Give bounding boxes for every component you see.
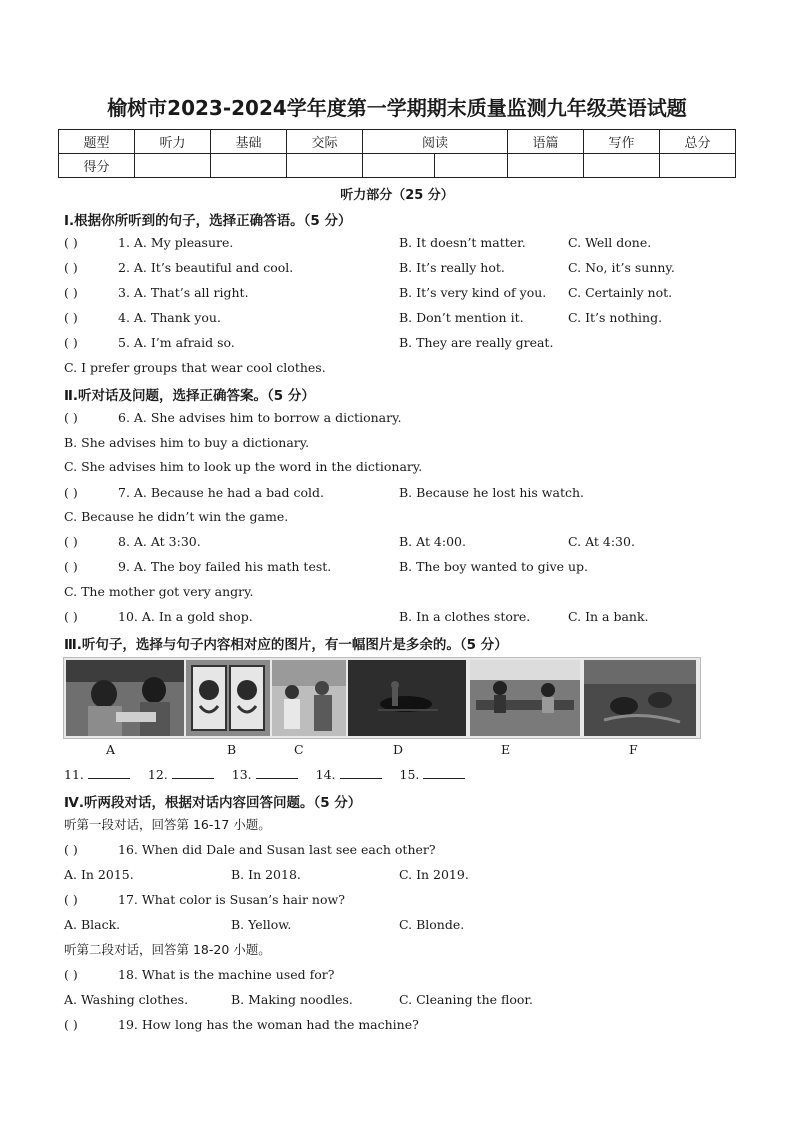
picture-c xyxy=(272,660,346,736)
answer-blank[interactable] xyxy=(172,766,214,779)
score-cell[interactable] xyxy=(508,154,584,178)
header-cell: 阅读 xyxy=(363,130,508,154)
question-text: 16. When did Dale and Susan last see each other? xyxy=(118,842,436,857)
dialog-2-note: 听第二段对话，回答第 18-20 小题。 xyxy=(64,942,271,957)
question-16 xyxy=(64,841,436,859)
option-c: C. It’s nothing. xyxy=(568,310,663,325)
picture-label-c: C xyxy=(294,742,304,757)
question-2 xyxy=(64,259,293,277)
blank-label: 12. xyxy=(147,767,168,782)
question-text: 18. What is the machine used for? xyxy=(118,967,335,982)
option-a: 3. A. That’s all right. xyxy=(118,285,249,300)
option-c: C. No, it’s sunny. xyxy=(568,260,675,275)
option-b: B. It’s very kind of you. xyxy=(399,285,547,300)
option-a: 4. A. Thank you. xyxy=(118,310,221,325)
option-c: C. Blonde. xyxy=(399,917,465,932)
score-cell[interactable] xyxy=(660,154,736,178)
header-cell: 听力 xyxy=(135,130,211,154)
header-cell: 写作 xyxy=(584,130,660,154)
answer-paren[interactable]: ( ) xyxy=(64,534,78,549)
question-17 xyxy=(64,891,345,909)
option-c: C. I prefer groups that wear cool clothes. xyxy=(64,360,326,375)
answer-blank[interactable] xyxy=(340,766,382,779)
answer-paren[interactable]: ( ) xyxy=(64,967,78,982)
row-label: 得分 xyxy=(59,154,135,178)
question-19 xyxy=(64,1016,419,1034)
score-cell[interactable] xyxy=(363,154,435,178)
question-text: 19. How long has the woman had the machine? xyxy=(118,1017,419,1032)
option-b: B. They are really great. xyxy=(399,335,554,350)
question-7 xyxy=(64,484,324,502)
option-c: C. Certainly not. xyxy=(568,285,673,300)
picture-d xyxy=(348,660,466,736)
option-c: C. At 4:30. xyxy=(568,534,635,549)
option-a: 5. A. I’m afraid so. xyxy=(118,335,235,350)
header-cell: 语篇 xyxy=(508,130,584,154)
option-c: C. In 2019. xyxy=(399,867,469,882)
option-a: A. In 2015. xyxy=(64,867,134,882)
dialog-1-note: 听第一段对话，回答第 16-17 小题。 xyxy=(64,817,271,832)
question-10 xyxy=(64,608,253,626)
question-5 xyxy=(64,334,235,352)
picture-label-e: E xyxy=(501,742,511,757)
picture-label-d: D xyxy=(393,742,404,757)
answer-blank[interactable] xyxy=(423,766,465,779)
header-cell: 交际 xyxy=(287,130,363,154)
picture-a xyxy=(66,660,184,736)
question-4 xyxy=(64,309,221,327)
section-3-heading: Ⅲ.听句子，选择与句子内容相对应的图片，有一幅图片是多余的。（5 分） xyxy=(64,637,508,653)
picture-label-f: F xyxy=(629,742,638,757)
option-a: 2. A. It’s beautiful and cool. xyxy=(118,260,294,275)
option-c: C. She advises him to look up the word in the dictionary. xyxy=(64,459,423,474)
answer-blanks xyxy=(64,766,479,782)
answer-paren[interactable]: ( ) xyxy=(64,335,78,350)
score-row xyxy=(59,154,736,178)
picture-label-a: A xyxy=(106,742,116,757)
score-cell[interactable] xyxy=(584,154,660,178)
question-8 xyxy=(64,533,201,551)
blank-label: 14. xyxy=(315,767,336,782)
question-18 xyxy=(64,966,334,984)
answer-paren[interactable]: ( ) xyxy=(64,485,78,500)
option-a: 7. A. Because he had a bad cold. xyxy=(118,485,324,500)
header-cell: 题型 xyxy=(59,130,135,154)
answer-paren[interactable]: ( ) xyxy=(64,285,78,300)
score-cell[interactable] xyxy=(211,154,287,178)
header-cell: 基础 xyxy=(211,130,287,154)
picture-e xyxy=(470,660,580,736)
section-2-heading: Ⅱ.听对话及问题，选择正确答案。（5 分） xyxy=(64,388,315,404)
score-table xyxy=(58,129,736,178)
score-cell[interactable] xyxy=(287,154,363,178)
option-b: B. At 4:00. xyxy=(399,534,466,549)
score-cell[interactable] xyxy=(135,154,211,178)
question-text: 17. What color is Susan’s hair now? xyxy=(118,892,345,907)
header-cell: 总分 xyxy=(660,130,736,154)
answer-paren[interactable]: ( ) xyxy=(64,842,78,857)
option-a: 6. A. She advises him to borrow a dictionary. xyxy=(118,410,402,425)
answer-paren[interactable]: ( ) xyxy=(64,260,78,275)
answer-blank[interactable] xyxy=(88,766,130,779)
picture-f xyxy=(584,660,696,736)
blank-label: 13. xyxy=(231,767,252,782)
option-a: 9. A. The boy failed his math test. xyxy=(118,559,332,574)
option-c: C. Well done. xyxy=(568,235,652,250)
listening-heading: 听力部分（25 分） xyxy=(340,188,454,203)
option-a: A. Washing clothes. xyxy=(64,992,189,1007)
option-a: 1. A. My pleasure. xyxy=(118,235,234,250)
answer-paren[interactable]: ( ) xyxy=(64,410,78,425)
question-3 xyxy=(64,284,249,302)
picture-label-b: B xyxy=(227,742,237,757)
question-1 xyxy=(64,234,233,252)
option-b: B. The boy wanted to give up. xyxy=(399,559,589,574)
answer-paren[interactable]: ( ) xyxy=(64,609,78,624)
score-cell[interactable] xyxy=(435,154,508,178)
option-c: C. In a bank. xyxy=(568,609,649,624)
blank-label: 15. xyxy=(399,767,420,782)
answer-paren[interactable]: ( ) xyxy=(64,310,78,325)
option-b: B. It doesn’t matter. xyxy=(399,235,526,250)
blank-label: 11. xyxy=(64,767,84,782)
option-a: 8. A. At 3:30. xyxy=(118,534,201,549)
answer-paren[interactable]: ( ) xyxy=(64,1017,78,1032)
question-9 xyxy=(64,558,331,576)
option-b: B. It’s really hot. xyxy=(399,260,505,275)
section-1-heading: Ⅰ.根据你所听到的句子，选择正确答语。（5 分） xyxy=(64,213,352,229)
option-a: A. Black. xyxy=(64,917,121,932)
picture-strip xyxy=(63,657,701,739)
option-b: B. Don’t mention it. xyxy=(399,310,524,325)
answer-blank[interactable] xyxy=(256,766,298,779)
option-a: 10. A. In a gold shop. xyxy=(118,609,253,624)
picture-b xyxy=(186,660,270,736)
option-b: B. Because he lost his watch. xyxy=(399,485,584,500)
option-b: B. She advises him to buy a dictionary. xyxy=(64,435,310,450)
question-6 xyxy=(64,409,401,427)
answer-paren[interactable]: ( ) xyxy=(64,892,78,907)
answer-paren[interactable]: ( ) xyxy=(64,559,78,574)
option-b: B. In 2018. xyxy=(231,867,301,882)
option-c: C. The mother got very angry. xyxy=(64,584,254,599)
option-c: C. Cleaning the floor. xyxy=(399,992,533,1007)
section-4-heading: Ⅳ.听两段对话，根据对话内容回答问题。（5 分） xyxy=(64,795,362,811)
answer-paren[interactable]: ( ) xyxy=(64,235,78,250)
option-c: C. Because he didn’t win the game. xyxy=(64,509,289,524)
score-header-row xyxy=(59,130,736,154)
option-b: B. Making noodles. xyxy=(231,992,353,1007)
exam-title: 榆树市2023-2024学年度第一学期期末质量监测九年级英语试题 xyxy=(107,96,687,120)
option-b: B. Yellow. xyxy=(231,917,292,932)
option-b: B. In a clothes store. xyxy=(399,609,531,624)
